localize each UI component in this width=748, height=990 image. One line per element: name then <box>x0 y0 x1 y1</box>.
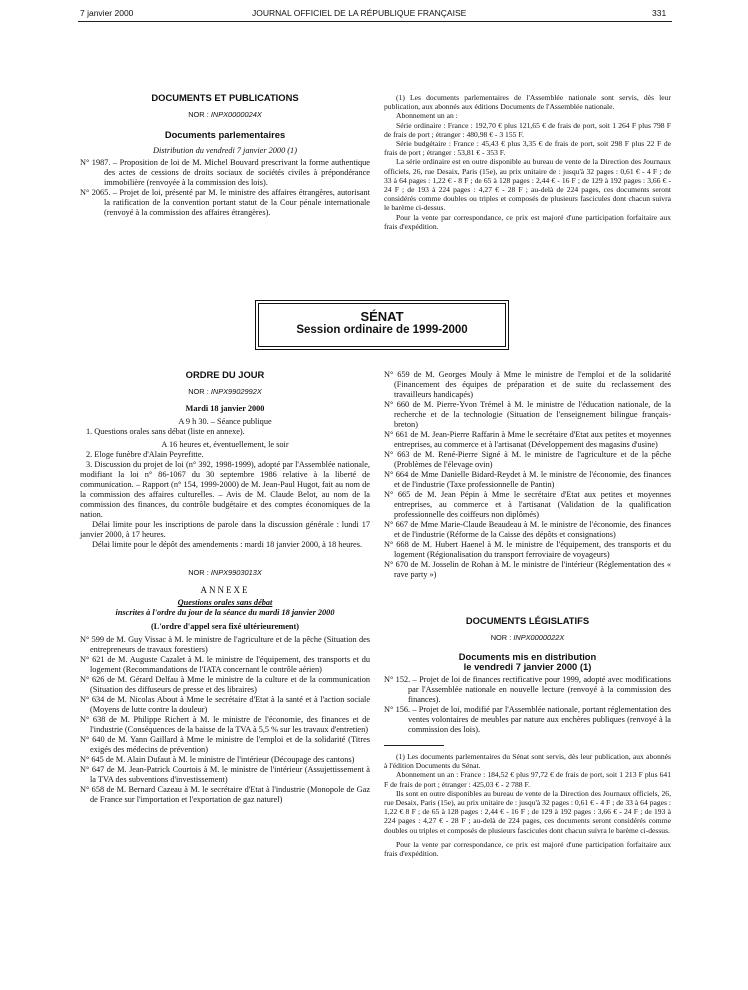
question-item: N° 665 de M. Jean Pépin à Mme le secrétaire d'Etat aux petites et moyennes entreprises, au commerce et à l'artisanat (Validation de la qualification professionnelle des coiffeurs non diplômés) <box>384 490 671 519</box>
header-date: 7 janvier 2000 <box>80 8 134 18</box>
question-item: N° 663 de M. René-Pierre Signé à M. le ministre de l'agriculture et de la pêche (Problèmes de l'élevage ovin) <box>384 450 671 469</box>
ordre-nor <box>80 387 370 397</box>
docpub-title: DOCUMENTS ET PUBLICATIONS <box>151 92 299 103</box>
ordre-time: A 9 h 30. – Séance publique <box>178 417 272 426</box>
docpub-item: N° 1987. – Proposition de loi de M. Michel Bouvard prescrivant la forme authentique des actes de cessions de droits sociaux de sociétés civiles à prépondérance immobilière (renvoyée à la commission des lois). <box>80 158 370 187</box>
note-paragraph: (1) Les documents parlementaires de l'Assemblée nationale sont servis, dès leur publication, aux abonnés aux éditions Documents de l'Assemblée nationale. <box>384 93 671 112</box>
doclegis-nor <box>384 633 671 643</box>
question-item: N° 645 de M. Alain Dufaut à M. le ministre de l'intérieur (Découpage des cantons) <box>80 755 355 764</box>
nor-label: NOR : <box>188 568 209 577</box>
nor-code: INPX0000024X <box>210 110 262 119</box>
page-number: 331 <box>652 8 667 18</box>
note-paragraph: Ils sont en outre disponibles au bureau de vente de la Direction des Journaux officiels, 26, rue Desaix, Paris (15e), au prix unitaire de : jusqu'à 32 pages : 0,61 € - 4 F ; de 33 à 64 pages : 1,22 € 8 F ; de 65 à 128 pages : 2,44 € - 16 F ; de 129 à 192 pages : 3,66 € - 24 F ; de 193 à 224 pages : 4,27 € - 28 F ; au-delà de 224 pages, ces documents seront considérés comme doubles ou triples et composés de plusieurs fascicules dont chacun suivra le barème ci-dessus. <box>384 788 671 835</box>
docpub-distribution: Distribution du vendredi 7 janvier 2000 (1) <box>153 146 297 155</box>
annexe-order-note: (L'ordre d'appel sera fixé ultérieurement) <box>150 622 300 631</box>
annexe-list-right <box>384 370 671 580</box>
doclegis-item: N° 156. – Projet de loi, modifié par l'Assemblée nationale, portant réglementation des ventes volontaires de meubles par nature aux enchères publiques (renvoyé à la commission des lois). <box>384 705 671 734</box>
docpub-nor <box>80 110 370 120</box>
doclegis-sub2: le vendredi 7 janvier 2000 (1) <box>463 661 592 672</box>
annexe-nor <box>80 568 370 578</box>
doclegis-notes <box>384 752 671 858</box>
docpub-subtitle: Documents parlementaires <box>164 129 286 140</box>
question-item: N° 640 de M. Yann Gaillard à Mme le ministre de l'emploi et de la solidarité (Titres exigés des médecins de prévention) <box>80 735 370 754</box>
nor-label: NOR : <box>188 387 209 396</box>
ordre-q2: 2. Eloge funèbre d'Alain Peyrefitte. <box>86 450 204 459</box>
question-item: N° 634 de M. Nicolas About à Mme le secrétaire d'Etat à la santé et à l'action sociale (Moyens de lutte contre la douleur) <box>80 695 370 714</box>
question-item: N° 660 de M. Pierre-Yvon Trémel à M. le ministre de l'éducation nationale, de la recherche et de la technologie (Situation de l'enseignement bilingue français-breton) <box>384 400 671 429</box>
header-rule <box>78 21 672 22</box>
note-paragraph: Série budgétaire : France : 45,43 € plus 3,35 € de frais de port, soit 298 F plus 22 F de frais de port ; étranger : 53,81 € - 353 F. <box>384 139 671 158</box>
note-paragraph: (1) Les documents parlementaires du Sénat sont servis, dès leur publication, aux abonnés à l'édition Documents du Sénat. <box>384 752 671 771</box>
note-paragraph: Abonnement un an : <box>396 111 458 121</box>
question-item: N° 647 de M. Jean-Patrick Courtois à M. le ministre de l'intérieur (Assujettissement à la TVA des subventions d'investissement) <box>80 765 370 784</box>
ordre-section <box>80 370 370 805</box>
note-paragraph: La série ordinaire est en outre disponible au bureau de vente de la Direction des Journaux officiels, 26, rue Desaix, Paris (15e), au prix unitaire de : jusqu'à 32 pages : 0,61 € - 4 F ; de 33 à 64 pages : 1,22 € - 8 F ; de 65 à 128 pages : 2,44 € - 16 F ; de 129 à 192 pages : 3,66 € - 24 F ; de 193 à 224 pages : 4,27 € - 28 F ; au-delà de 224 pages, ces documents seront considérés comme doubles ou triples et composés de plusieurs fascicules dont chacun suivra le barème ci-dessus. <box>384 157 671 213</box>
ordre-title: ORDRE DU JOUR <box>185 369 265 380</box>
question-item: N° 670 de M. Josselin de Rohan à M. le ministre de l'intérieur (Réglementation des « rave party ») <box>384 560 671 579</box>
right-column <box>384 370 671 858</box>
doclegis-item: N° 152. – Projet de loi de finances rectificative pour 1999, adopté avec modifications par l'Assemblée nationale en nouvelle lecture (renvoyé à la commission des finances). <box>384 675 671 704</box>
ordre-delai1: Délai limite pour les inscriptions de parole dans la discussion générale : lundi 17 janvier 2000, à 17 heures. <box>80 520 370 539</box>
question-item: N° 659 de M. Georges Mouly à Mme le ministre de l'emploi et de la solidarité (Financement des équipes de préparation et de suite du reclassement des travailleurs handicapés) <box>384 370 671 399</box>
annexe-list-left <box>80 635 370 805</box>
question-item: N° 661 de M. Jean-Pierre Raffarin à Mme le secrétaire d'Etat aux petites et moyennes entreprises, au commerce et à l'artisanat (Développement des magasins d'usine) <box>384 430 671 449</box>
nor-code: INPX9902992X <box>210 387 262 396</box>
ordre-date: Mardi 18 janvier 2000 <box>185 404 265 413</box>
question-item: N° 599 de M. Guy Vissac à M. le ministre de l'agriculture et de la pêche (Situation des entrepreneurs de travaux forestiers) <box>80 635 370 654</box>
journal-title: JOURNAL OFFICIEL DE LA RÉPUBLIQUE FRANÇAISE <box>252 8 467 18</box>
annexe-sub2: inscrites à l'ordre du jour de la séance du mardi 18 janvier 2000 <box>115 608 335 617</box>
ordre-q1: 1. Questions orales sans débat (liste en annexe). <box>86 427 245 436</box>
question-item: N° 621 de M. Auguste Cazalet à M. le ministre de l'équipement, des transports et du logement (Recommandations de l'IATA concernant le contrôle aérien) <box>80 655 370 674</box>
doclegis-title: DOCUMENTS LÉGISLATIFS <box>465 615 590 626</box>
ordre-q3: 3. Discussion du projet de loi (n° 392, 1998-1999), adopté par l'Assemblée nationale, modifiant la loi n° 86-1067 du 30 septembre 1986 relative à la liberté de communication. – Rapport (n° 154, 1999-2000) de M. Jean-Paul Hugot, fait au nom de la commission des affaires culturelles. – Avis de M. Claude Belot, au nom de la commission des finances, du contrôle budgétaire et des comptes économiques de la nation. <box>80 460 370 519</box>
question-item: N° 626 de M. Gérard Delfau à Mme le ministre de la culture et de la communication (Situation des diffuseurs de presse et des libraires) <box>80 675 370 694</box>
footnote-rule <box>384 745 444 746</box>
docpub-notes <box>384 93 671 231</box>
note-paragraph: Pour la vente par correspondance, ce prix est majoré d'une participation forfaitaire aux frais d'expédition. <box>384 212 671 231</box>
nor-label: NOR : <box>490 633 512 642</box>
ordre-delai2: Délai limite pour le dépôt des amendements : mardi 18 janvier 2000, à 18 heures. <box>92 540 363 549</box>
docpub-item: N° 2065. – Projet de loi, présenté par M. le ministre des affaires étrangères, autorisant la ratification de la convention portant statut de la Cour pénale internationale (renvoyé à la commission des affaires étrangères). <box>80 188 370 217</box>
nor-label: NOR : <box>188 110 209 119</box>
doclegis-sub1: Documents mis en distribution <box>458 651 597 662</box>
question-item: N° 668 de M. Hubert Haenel à M. le ministre de l'équipement, des transports et du logement (Régionalisation du transport ferroviaire de voyageurs) <box>384 540 671 559</box>
nor-code: INPX9903013X <box>210 568 262 577</box>
question-item: N° 664 de Mme Danielle Bidard-Reydet à M. le ministre de l'économie, des finances et de l'industrie (Taxe professionnelle de Pantin) <box>384 470 671 489</box>
senat-title: SÉNAT <box>360 309 404 324</box>
question-item: N° 658 de M. Bernard Cazeau à M. le secrétaire d'Etat à l'industrie (Monopole de Gaz de France sur l'importation et l'exportation de gaz naturel) <box>80 785 370 804</box>
senat-session: Session ordinaire de 1999-2000 <box>296 324 468 336</box>
annexe-sub1: Questions orales sans débat <box>177 598 273 607</box>
docpub-section <box>80 93 370 218</box>
senat-box <box>258 303 506 347</box>
question-item: N° 638 de M. Philippe Richert à M. le ministre de l'économie, des finances et de l'industrie (Conséquences de la baisse de la TVA à 5,5 % sur les travaux d'entretien) <box>80 715 370 734</box>
note-paragraph: Pour la vente par correspondance, ce prix est majoré d'une participation forfaitaire aux frais d'expédition. <box>384 839 671 859</box>
question-item: N° 667 de Mme Marie-Claude Beaudeau à M. le ministre de l'économie, des finances et de l'industrie (Réforme de la Caisse des dépôts et consignations) <box>384 520 671 539</box>
note-paragraph: Abonnement un an : France : 184,52 € plus 97,72 € de frais de port, soit 1 213 F plus 641 F de frais de port ; étranger : 425,03 € - 2 788 F. <box>384 770 671 789</box>
ordre-time2: A 16 heures et, éventuellement, le soir <box>161 440 289 449</box>
annexe-title: ANNEXE <box>200 585 250 595</box>
note-paragraph: Série ordinaire : France : 192,70 € plus 121,65 € de frais de port, soit 1 264 F plus 798 F de frais de port ; étranger : 480,98 € - 3 155 F. <box>384 120 671 139</box>
nor-code: INPX0000022X <box>513 633 565 642</box>
